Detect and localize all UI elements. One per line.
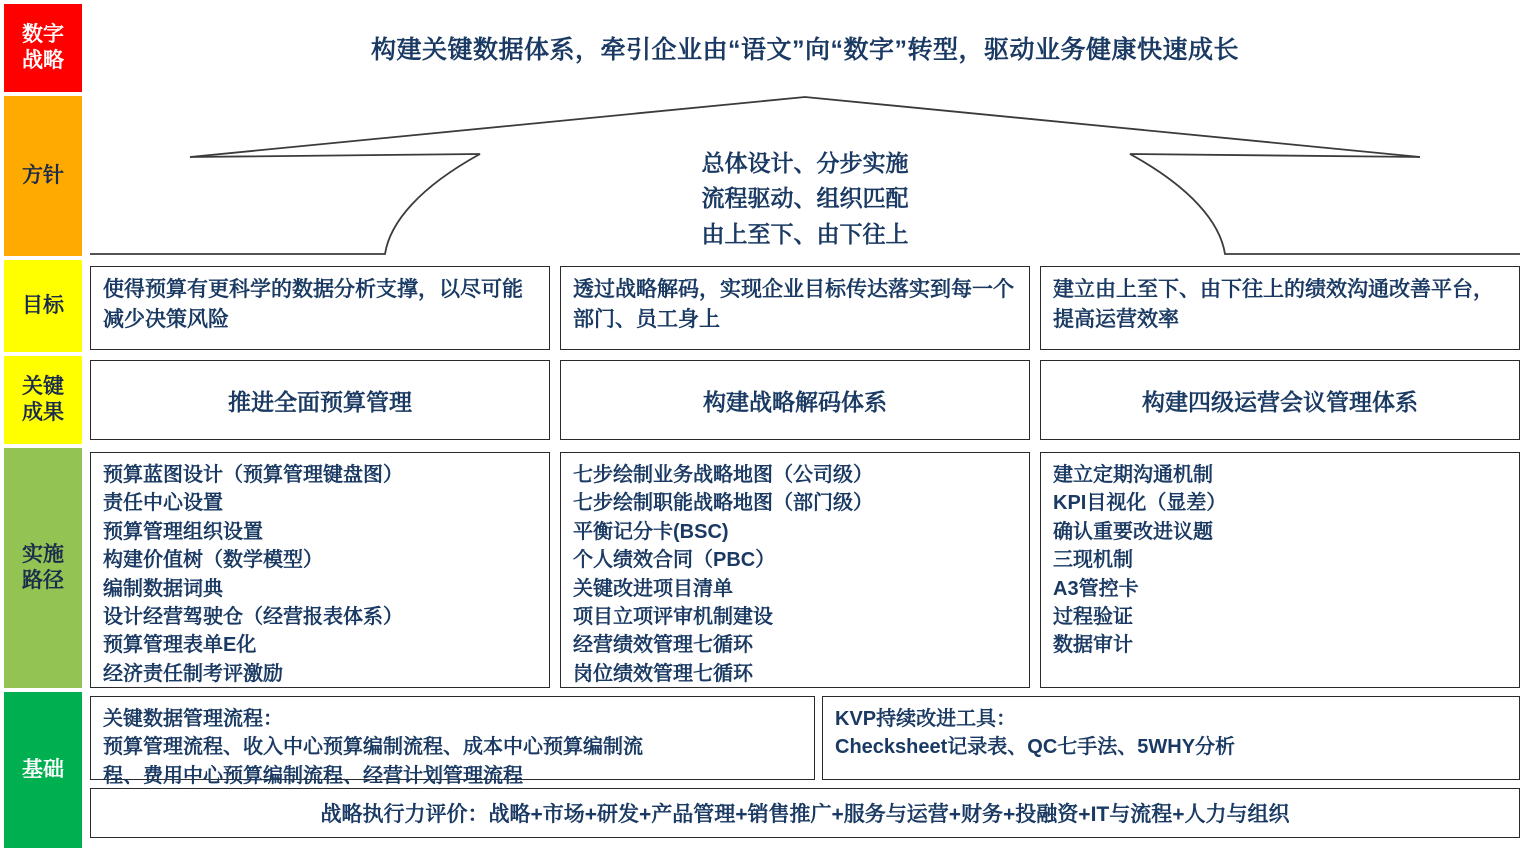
- path-item: 设计经营驾驶仓（经营报表体系）: [103, 605, 403, 628]
- base-text-right: [835, 705, 1507, 762]
- path-item: 平衡记分卡(BSC): [573, 520, 729, 543]
- policy-line-2: 流程驱动、组织匹配: [701, 185, 909, 212]
- path-box-1: [90, 452, 550, 688]
- path-item: 个人绩效合同（PBC）: [573, 549, 776, 572]
- path-item: 预算蓝图设计（预算管理键盘图）: [103, 464, 403, 486]
- row-label-strategy: [4, 4, 82, 92]
- base-left-line-2: 预算管理流程、收入中心预算编制流程、成本中心预算编制流: [103, 736, 643, 759]
- key-result-box-3: [1040, 360, 1520, 440]
- base-right-line-2: Checksheet记录表、QC七手法、5WHY分析: [835, 736, 1236, 759]
- goal-box-1: [90, 266, 550, 350]
- row-label-path-line2: 路径: [22, 569, 64, 592]
- base-text-left: [103, 705, 802, 790]
- path-item: 经济责任制考评激励: [103, 662, 283, 685]
- path-box-3: [1040, 452, 1520, 688]
- path-item: 项目立项评审机制建设: [573, 605, 773, 628]
- path-item: 预算管理组织设置: [103, 520, 263, 543]
- base-box-data-process: [90, 696, 815, 787]
- goal-text-2: 透过战略解码，实现企业目标传达落实到每一个部门、员工身上: [573, 278, 1014, 332]
- policy-chevron-zone: [90, 92, 1520, 260]
- row-label-path: [4, 448, 82, 688]
- row-label-goal-text: 目标: [22, 293, 64, 317]
- policy-text-block: [90, 92, 1520, 260]
- base-left-line-1: 关键数据管理流程：: [103, 708, 283, 730]
- path-list-2: [573, 461, 1017, 688]
- path-list-1: [103, 461, 537, 688]
- path-item: 七步绘制职能战略地图（部门级）: [573, 492, 873, 515]
- path-item: 编制数据词典: [103, 577, 223, 600]
- path-item: KPI目视化（显差）: [1053, 492, 1227, 515]
- key-result-text-1: 推进全面预算管理: [228, 388, 412, 415]
- policy-line-1: 总体设计、分步实施: [701, 149, 909, 176]
- path-box-2: [560, 452, 1030, 688]
- path-item: 责任中心设置: [103, 492, 223, 515]
- path-item: 构建价值树（数学模型）: [103, 549, 323, 572]
- row-label-base-text: 基础: [22, 757, 64, 781]
- diagram-headline: 构建关键数据体系，牵引企业由“语文”向“数字”转型，驱动业务健康快速成长: [370, 36, 1239, 64]
- row-label-base: [4, 692, 82, 848]
- row-label-policy: [4, 96, 82, 256]
- base-bottom-text: 战略执行力评价：战略+市场+研发+产品管理+销售推广+服务与运营+财务+投融资+IT与流程+人力与组织: [320, 803, 1290, 826]
- row-label-policy-text: 方针: [22, 163, 64, 187]
- path-item: 岗位绩效管理七循环: [573, 662, 753, 685]
- row-label-key-result-line2: 成果: [22, 401, 64, 424]
- key-result-text-2: 构建战略解码体系: [703, 388, 887, 415]
- path-item: 预算管理表单E化: [103, 634, 257, 657]
- row-label-goal: [4, 260, 82, 352]
- base-box-kvp-tools: [822, 696, 1520, 780]
- key-result-box-2: [560, 360, 1030, 440]
- goal-text-3: 建立由上至下、由下往上的绩效沟通改善平台，提高运营效率: [1053, 278, 1494, 332]
- row-label-strategy-line2: 战略: [22, 49, 64, 72]
- path-item: 三现机制: [1053, 549, 1133, 572]
- path-item: A3管控卡: [1053, 577, 1139, 600]
- path-item: 关键改进项目清单: [573, 577, 733, 600]
- goal-box-3: [1040, 266, 1520, 350]
- path-item: 过程验证: [1053, 605, 1133, 628]
- path-item: 经营绩效管理七循环: [573, 634, 753, 657]
- path-item: 七步绘制业务战略地图（公司级）: [573, 464, 873, 486]
- policy-line-3: 由上至下、由下往上: [701, 220, 909, 247]
- row-label-path-line1: 实施: [22, 542, 64, 566]
- base-left-line-3: 程、费用中心预算编制流程、经营计划管理流程: [103, 764, 523, 787]
- base-right-line-1: KVP持续改进工具：: [835, 708, 1017, 730]
- goal-box-2: [560, 266, 1030, 350]
- path-item: 确认重要改进议题: [1053, 520, 1213, 543]
- path-item: 建立定期沟通机制: [1053, 464, 1213, 486]
- row-label-key-result: [4, 356, 82, 444]
- key-result-box-1: [90, 360, 550, 440]
- path-list-3: [1053, 461, 1507, 660]
- key-result-text-3: 构建四级运营会议管理体系: [1142, 388, 1418, 415]
- row-label-key-result-line1: 关键: [22, 374, 64, 398]
- goal-text-1: 使得预算有更科学的数据分析支撑，以尽可能减少决策风险: [103, 278, 523, 332]
- base-box-evaluation: [90, 788, 1520, 838]
- path-item: 数据审计: [1053, 634, 1133, 657]
- row-label-strategy-line1: 数字: [22, 22, 64, 46]
